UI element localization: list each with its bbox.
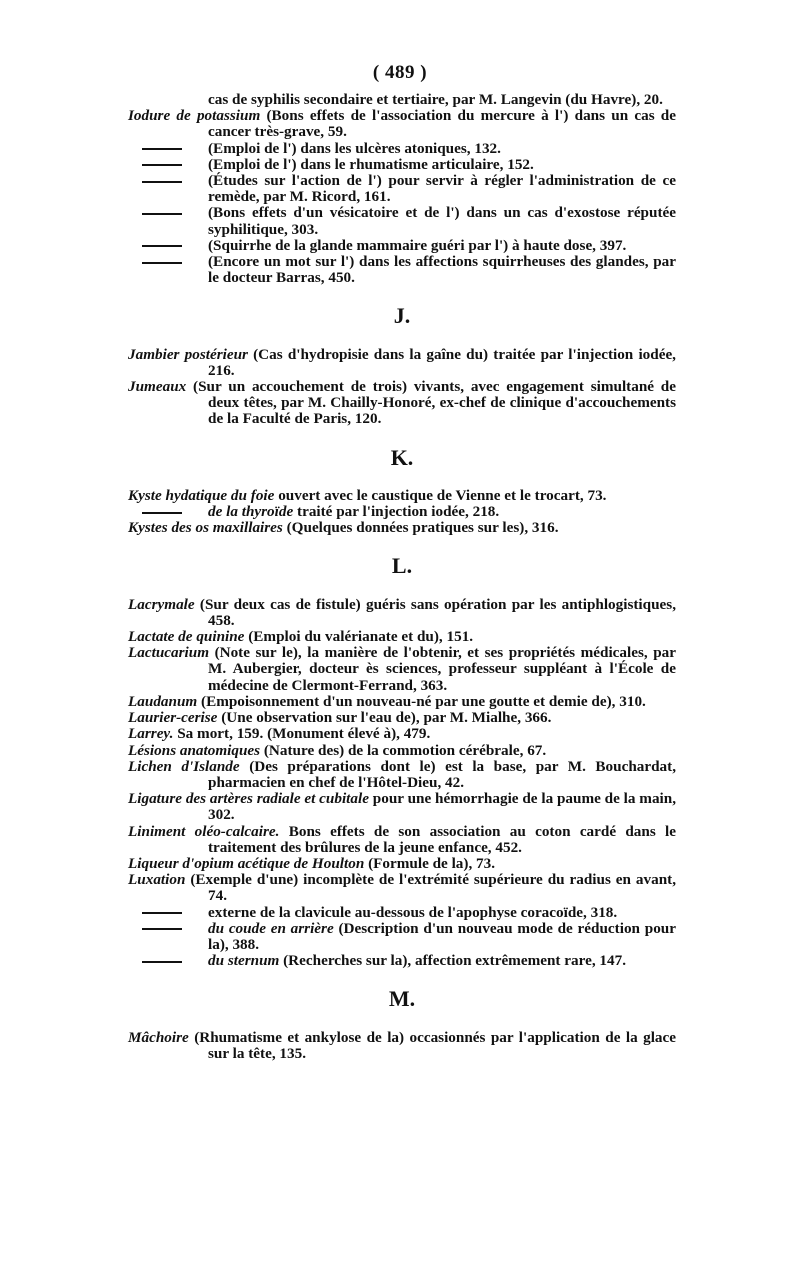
entry-term: Kystes des os maxillaires bbox=[128, 519, 283, 537]
entry-body: (Empoisonnement d'un nouveau-né par une goutte et demie de), 310. bbox=[201, 692, 646, 710]
index-entry bbox=[128, 520, 676, 536]
entry-term: Larrey. bbox=[128, 725, 174, 743]
index-subentry bbox=[128, 905, 676, 921]
dash-mark bbox=[142, 157, 184, 173]
index-entry bbox=[128, 710, 676, 726]
index-subentry bbox=[128, 238, 676, 254]
section-letter-k: K. bbox=[390, 444, 414, 470]
entry-body: (Bons effets de l'association du mercure à l') dans un cas de cancer très-grave, 59. bbox=[208, 107, 676, 141]
entry-body: (Emploi du valérianate et du), 151. bbox=[248, 628, 474, 646]
subentry-body: externe de la clavicule au-dessous de l'apophyse coracoïde, 318. bbox=[208, 903, 618, 921]
dash-mark bbox=[142, 953, 184, 969]
subentry-term: du sternum bbox=[208, 952, 280, 970]
dash-mark bbox=[142, 905, 184, 921]
section-letter-m: M. bbox=[388, 986, 416, 1012]
subentry-body: (Squirrhe de la glande mammaire guéri par l') à haute dose, 397. bbox=[208, 236, 627, 254]
index-entry bbox=[128, 694, 676, 710]
index-entry bbox=[128, 791, 676, 823]
entry-body: (Sur un accouchement de trois) vivants, avec engagement simultané de deux têtes, par M. Chailly-Honoré, ex-chef de clinique d'accouchements de la Faculté de Paris, 120. bbox=[193, 378, 676, 428]
subentry-body: (Bons effets d'un vésicatoire et de l') dans un cas d'exostose réputée syphilitique, 303. bbox=[208, 204, 676, 238]
subentry-body: traité par l'injection iodée, 218. bbox=[297, 503, 500, 521]
index-subentry bbox=[128, 921, 676, 953]
entry-term: Lichen d'Islande bbox=[128, 757, 240, 775]
entry-term: Lacrymale bbox=[128, 595, 195, 613]
entry-body: (Sur deux cas de fistule) guéris sans opération par les antiphlogistiques, 458. bbox=[199, 595, 676, 629]
index-subentry bbox=[128, 953, 676, 969]
entry-body: Bons effets de son association au coton cardé dans le traitement des brûlures de la jeune enfance, 452. bbox=[208, 822, 676, 856]
subentry-body: (Encore un mot sur l') dans les affections squirrheuses des glandes, par le docteur Barras, 450. bbox=[208, 253, 676, 287]
entry-term: Lésions anatomiques bbox=[128, 741, 261, 759]
entry-body: ouvert avec le caustique de Vienne et le trocart, 73. bbox=[278, 486, 607, 504]
index-subentry bbox=[128, 173, 676, 205]
entry-term: Liniment oléo-calcaire. bbox=[128, 822, 280, 840]
continuation-text: cas de syphilis secondaire et tertiaire, par M. Langevin (du Havre), 20. bbox=[208, 91, 663, 108]
subentry-body: (Emploi de l') dans le rhumatisme articulaire, 152. bbox=[208, 155, 534, 173]
subentry-term: du coude en arrière bbox=[208, 919, 334, 937]
dash-mark bbox=[142, 921, 184, 937]
index-entry bbox=[128, 1030, 676, 1062]
page-number: ( 489 ) bbox=[372, 62, 428, 83]
index-subentry bbox=[128, 157, 676, 173]
section-letter-j: J. bbox=[393, 303, 411, 329]
index-entry bbox=[128, 726, 676, 742]
subentry-body: (Études sur l'action de l') pour servir à régler l'administration de ce remède, par M. Ricord, 161. bbox=[208, 172, 676, 206]
entry-body: (Note sur le), la manière de l'obtenir, et ses propriétés médicales, par M. Aubergier, docteur ès sciences, professeur suppléant à l'École de médecine de Clermont-Ferrand, 363. bbox=[208, 644, 677, 694]
index-entry bbox=[128, 759, 676, 791]
entry-term: Laudanum bbox=[128, 692, 198, 710]
dash-mark bbox=[142, 141, 184, 157]
index-entry bbox=[128, 645, 676, 694]
index-entry bbox=[128, 856, 676, 872]
entry-body: (Nature des) de la commotion cérébrale, 67. bbox=[263, 741, 547, 759]
entry-body: (Formule de la), 73. bbox=[368, 854, 496, 872]
dash-mark bbox=[142, 173, 184, 189]
subentry-body: (Recherches sur la), affection extrêmement rare, 147. bbox=[283, 952, 626, 970]
index-entry bbox=[128, 108, 676, 140]
dash-mark bbox=[142, 254, 184, 270]
index-entry bbox=[128, 629, 676, 645]
entry-term: Lactate de quinine bbox=[128, 628, 245, 646]
entry-term: Mâchoire bbox=[128, 1028, 189, 1046]
index-column bbox=[128, 92, 676, 1062]
section-letter-l: L. bbox=[391, 553, 413, 579]
index-subentry bbox=[128, 254, 676, 286]
entry-body: (Quelques données pratiques sur les), 316. bbox=[286, 519, 559, 537]
entry-body: (Des préparations dont le) est la base, par M. Bouchardat, pharmacien en chef de l'Hôtel-Dieu, 42. bbox=[208, 757, 677, 791]
entry-body: (Exemple d'une) incomplète de l'extrémité supérieure du radius en avant, 74. bbox=[190, 871, 676, 905]
index-entry bbox=[128, 597, 676, 629]
entry-term: Iodure de potassium bbox=[128, 107, 261, 125]
index-entry bbox=[128, 743, 676, 759]
dash-mark bbox=[142, 205, 184, 221]
entry-body: Sa mort, 159. (Monument élevé à), 479. bbox=[177, 725, 431, 743]
index-entry bbox=[128, 824, 676, 856]
index-subentry bbox=[128, 141, 676, 157]
entry-body: (Cas d'hydropisie dans la gaîne du) traitée par l'injection iodée, 216. bbox=[208, 345, 676, 379]
subentry-term: de la thyroïde bbox=[208, 503, 294, 521]
index-entry bbox=[128, 379, 676, 428]
index-subentry bbox=[128, 205, 676, 237]
dash-mark bbox=[142, 238, 184, 254]
entry-term: Jambier postérieur bbox=[128, 345, 248, 363]
entry-term: Lactucarium bbox=[128, 644, 210, 662]
index-entry bbox=[128, 347, 676, 379]
index-entry bbox=[128, 872, 676, 904]
entry-term: Laurier-cerise bbox=[128, 709, 218, 727]
entry-body: (Une observation sur l'eau de), par M. Mialhe, 366. bbox=[221, 709, 552, 727]
entry-term: Ligature des artères radiale et cubitale bbox=[128, 790, 369, 808]
subentry-body: (Description d'un nouveau mode de réduction pour la), 388. bbox=[208, 919, 676, 953]
entry-term: Kyste hydatique du foie bbox=[128, 486, 275, 504]
dash-mark bbox=[142, 504, 184, 520]
index-entry bbox=[128, 488, 676, 504]
entry-term: Luxation bbox=[128, 871, 186, 889]
entry-term: Jumeaux bbox=[128, 378, 187, 396]
entry-body: pour une hémorrhagie de la paume de la main, 302. bbox=[208, 790, 677, 824]
entry-body: (Rhumatisme et ankylose de la) occasionnés par l'application de la glace sur la tête, 135. bbox=[194, 1028, 677, 1062]
subentry-body: (Emploi de l') dans les ulcères atoniques, 132. bbox=[208, 139, 501, 157]
index-subentry bbox=[128, 504, 676, 520]
entry-term: Liqueur d'opium acétique de Houlton bbox=[128, 854, 365, 872]
